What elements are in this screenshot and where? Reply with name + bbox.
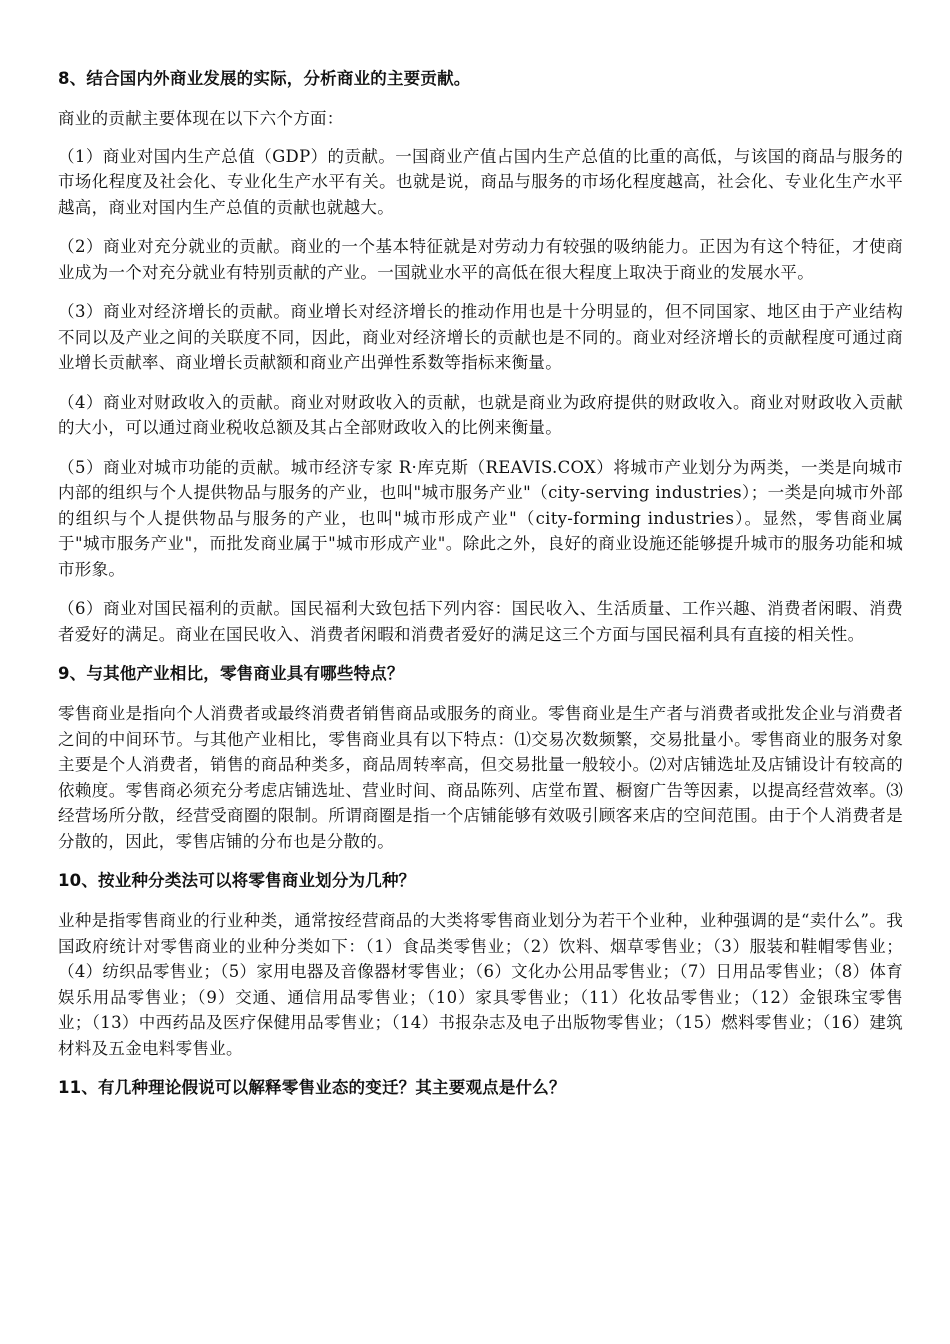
paragraph: （1）商业对国内生产总值（GDP）的贡献。一国商业产值占国内生产总值的比重的高低，与该国的商品与服务的市场化程度及社会化、专业化生产水平有关。也就是说，商品与服务的市场化程度越高，社会化、专业化生产水平越高，商业对国内生产总值的贡献也就越大。 — [58, 146, 903, 217]
question-heading: 9、与其他产业相比，零售商业具有哪些特点？ — [58, 664, 404, 683]
paragraph: （6）商业对国民福利的贡献。国民福利大致包括下列内容：国民收入、生活质量、工作兴趣、消费者闲暇、消费者爱好的满足。商业在国民收入、消费者闲暇和消费者爱好的满足这三个方面与国民福利具有直接的相关性。 — [58, 599, 903, 644]
paragraph: 业种是指零售商业的行业种类，通常按经营商品的大类将零售商业划分为若干个业种，业种强调的是“卖什么”。我国政府统计对零售商业的业种分类如下：（1）食品类零售业；（2）饮料、烟草零售业；（3）服装和鞋帽零售业；（4）纺织品零售业；（5）家用电器及音像器材零售业；（6）文化办公用品零售业；（7）日用品零售业；（8）体育娱乐用品零售业；（9）交通、通信用品零售业；（10）家具零售业；（11）化妆品零售业；（12）金银珠宝零售业；（13）中西药品及医疗保健用品零售业；（14）书报杂志及电子出版物零售业；（15）燃料零售业；（16）建筑材料及五金电料零售业。 — [58, 911, 903, 1058]
paragraph: 商业的贡献主要体现在以下六个方面： — [58, 109, 344, 128]
paragraph: （2）商业对充分就业的贡献。商业的一个基本特征就是对劳动力有较强的吸纳能力。正因为有这个特征，才使商业成为一个对充分就业有特别贡献的产业。一国就业水平的高低在很大程度上取决于商业的发展水平。 — [58, 237, 903, 282]
question-heading: 11、有几种理论假说可以解释零售业态的变迁？其主要观点是什么？ — [58, 1078, 566, 1097]
paragraph: （3）商业对经济增长的贡献。商业增长对经济增长的推动作用也是十分明显的，但不同国家、地区由于产业结构不同以及产业之间的关联度不同，因此，商业对经济增长的贡献也是不同的。商业对经济增长的贡献程度可通过商业增长贡献率、商业增长贡献额和商业产出弹性系数等指标来衡量。 — [58, 302, 903, 372]
question-heading: 10、按业种分类法可以将零售商业划分为几种？ — [58, 871, 416, 890]
paragraph: 零售商业是指向个人消费者或最终消费者销售商品或服务的商业。零售商业是生产者与消费者或批发企业与消费者之间的中间环节。与其他产业相比，零售商业具有以下特点：⑴交易次数频繁，交易批量小。零售商业的服务对象主要是个人消费者，销售的商品种类多，商品周转率高，但交易批量一般较小。⑵对店铺选址及店铺设计有较高的依赖度。零售商必须充分考虑店铺选址、营业时间、商品陈列、店堂布置、橱窗广告等因素，以提高经营效率。⑶经营场所分散，经营受商圈的限制。所谓商圈是指一个店铺能够有效吸引顾客来店的空间范围。由于个人消费者是分散的，因此，零售店铺的分布也是分散的。 — [58, 704, 903, 851]
paragraph: （4）商业对财政收入的贡献。商业对财政收入的贡献，也就是商业为政府提供的财政收入。商业对财政收入贡献的大小，可以通过商业税收总额及其占全部财政收入的比例来衡量。 — [58, 392, 903, 437]
question-heading: 8、结合国内外商业发展的实际，分析商业的主要贡献。 — [58, 69, 471, 88]
document-page — [58, 66, 903, 1115]
paragraph: （5）商业对城市功能的贡献。城市经济专家 R·库克斯（REAVIS.COX）将城市产业划分为两类，一类是向城市内部的组织与个人提供物品与服务的产业，也叫"城市服务产业"（city-serving industries）；一类是向城市外部的组织与个人提供物品与服务的产业，也叫"城市形成产业"（city-forming industries）。显然，零售商业属于"城市服务产业"，而批发商业属于"城市形成产业"。除此之外，良好的商业设施还能够提升城市的服务功能和城市形象。 — [58, 457, 903, 579]
